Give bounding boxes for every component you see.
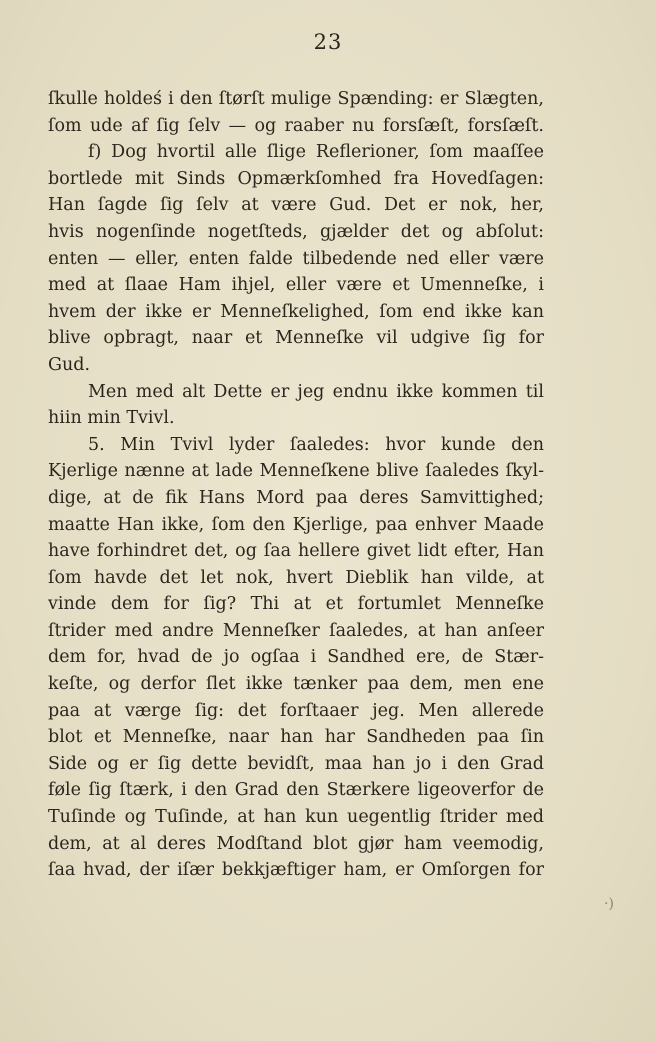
text-line: vinde dem for ſig? Thi at et fortumlet Menneſke — [48, 594, 544, 615]
text-line: 5. Min Tvivl lyder ſaaledes: hvor kunde den — [88, 434, 544, 455]
text-line: Tuſinde og Tuſinde, at han kun uegentlig ſtrider med — [48, 807, 544, 828]
body-text — [48, 86, 544, 884]
text-line: Gud. — [48, 354, 91, 375]
text-line: keſte, og derfor ſlet ikke tænker paa dem, men ene — [48, 674, 544, 695]
text-line: føle ſig ſtærk, i den Grad den Stærkere ligeoverfor de — [48, 780, 544, 801]
text-line: ſkulle holdeś i den ſtørſt mulige Spænding: er Slægten, — [48, 89, 544, 109]
text-line: Men med alt Dette er jeg endnu ikke kommen til — [88, 381, 544, 402]
text-line: ſom ude af ſig ſelv — og raaber nu forsſæſt, forsſæſt. — [48, 115, 544, 136]
text-line: ſtrider med andre Menneſker ſaaledes, at han anſeer — [48, 620, 544, 641]
text-line: have forhindret det, og ſaa hellere givet lidt efter, Han — [48, 541, 544, 562]
text-line: maatte Han ikke, ſom den Kjerlige, paa enhver Maade — [48, 514, 544, 535]
text-line: dige, at de fik Hans Mord paa deres Samvittighed; — [48, 487, 544, 508]
margin-mark: ·) — [604, 896, 614, 912]
text-line: hvis nogenſinde nogetſteds, gjælder det og abſolut: — [48, 221, 544, 242]
text-line: Kjerlige nænne at lade Menneſkene blive ſaaledes ſkyl- — [48, 461, 544, 482]
text-line: f) Dog hvortil alle ſlige Reflerioner, ſom maaſſee — [88, 142, 544, 163]
text-line: enten — eller, enten falde tilbedende ned eller være — [48, 248, 544, 269]
text-line: Side og er ſig dette bevidſt, maa han jo i den Grad — [48, 753, 544, 774]
text-line: ſaa hvad, der iſær bekkjæftiger ham, er Omſorgen for — [48, 860, 544, 881]
text-line: blot et Menneſke, naar han har Sandheden paa ſin — [48, 727, 544, 748]
text-line: blive opbragt, naar et Menneſke vil udgive ſig for — [48, 328, 544, 349]
page-number: 23 — [313, 30, 343, 54]
text-line: paa at værge ſig: det forſtaaer jeg. Men allerede — [48, 700, 544, 721]
text-line: ſom havde det let nok, hvert Dieblik han vilde, at — [48, 567, 544, 588]
text-line: Han ſagde ſig ſelv at være Gud. Det er nok, her, — [48, 195, 544, 216]
text-line: dem for, hvad de jo ogſaa i Sandhed ere, de Stær- — [48, 647, 544, 668]
text-line: med at ſlaae Ham ihjel, eller være et Umenneſke, i — [48, 275, 544, 296]
text-line: dem, at al deres Modſtand blot gjør ham veemodig, — [48, 833, 544, 854]
text-line: hiin min Tvivl. — [48, 408, 175, 429]
text-line: bortlede mit Sinds Opmærkſomhed fra Hovedſagen: — [48, 168, 544, 189]
text-line: hvem der ikke er Menneſkelighed, ſom end ikke kan — [48, 301, 544, 322]
